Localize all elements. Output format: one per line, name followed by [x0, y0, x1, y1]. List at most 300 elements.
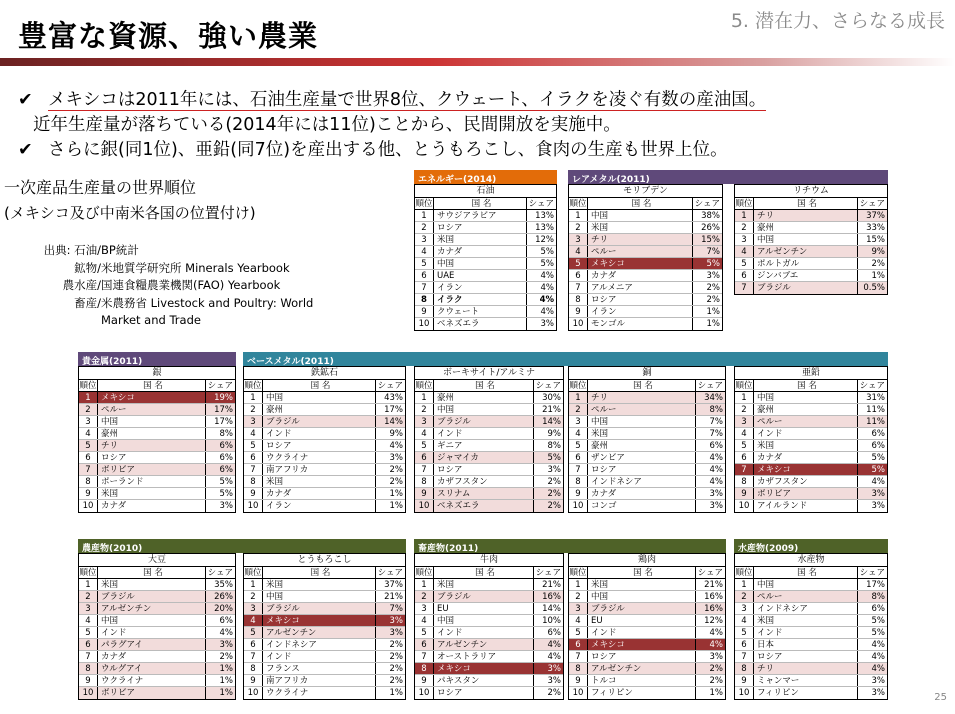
source-item — [14, 242, 313, 260]
share-cell: 16% — [533, 591, 563, 602]
table-row — [415, 428, 563, 440]
country-cell: カナダ — [591, 489, 617, 499]
rank-cell: 4 — [244, 428, 263, 439]
rank-cell: 10 — [79, 500, 98, 512]
share-cell: 8% — [857, 591, 887, 602]
table-row — [569, 675, 725, 687]
rank-cell: 8 — [244, 663, 263, 674]
share-cell: 6% — [205, 440, 235, 451]
table-row — [79, 651, 235, 663]
rank-cell: 3 — [79, 603, 98, 614]
rank-cell: 5 — [415, 258, 434, 269]
table-row — [79, 615, 235, 627]
share-cell: 6% — [533, 627, 563, 638]
share-cell: 5% — [857, 627, 887, 638]
country-cell: モンゴル — [591, 319, 626, 329]
country-cell: 米国 — [101, 580, 119, 590]
rank-cell: 1 — [569, 210, 588, 221]
share-cell: 1% — [692, 318, 722, 330]
share-cell: 4% — [857, 476, 887, 487]
rank-cell: 1 — [244, 392, 263, 403]
share-cell: 1% — [857, 270, 887, 281]
rank-cell: 2 — [735, 404, 754, 415]
table-row — [735, 452, 887, 464]
share-cell: 11% — [857, 416, 887, 427]
header-country: 国 名 — [310, 568, 331, 578]
country-cell: ロシア — [591, 652, 617, 662]
group-label: エネルギー(2014) — [414, 170, 557, 184]
table-row — [244, 428, 405, 440]
table-row — [569, 464, 725, 476]
rank-cell: 2 — [415, 404, 434, 415]
share-cell: 1% — [205, 675, 235, 686]
country-cell: 豪州 — [757, 405, 775, 415]
table-header — [735, 567, 887, 579]
country-cell: サウジアラビア — [437, 211, 497, 221]
ranking-table — [414, 184, 557, 331]
group-label: 畜産物(2011) — [414, 539, 726, 553]
ranking-table — [568, 184, 723, 331]
header-share: シェア — [695, 380, 725, 391]
share-cell: 4% — [526, 282, 556, 293]
rank-cell: 10 — [79, 687, 98, 699]
check-icon: ✔ — [18, 140, 33, 160]
country-cell: イラン — [437, 283, 463, 293]
table-row — [415, 464, 563, 476]
rank-cell: 1 — [569, 392, 588, 403]
header-rank: 順位 — [244, 568, 262, 578]
table-row — [569, 603, 725, 615]
share-cell: 1% — [375, 500, 405, 512]
rank-cell: 3 — [735, 234, 754, 245]
header-country: 国 名 — [797, 199, 817, 209]
table-row — [569, 270, 722, 282]
table-row — [415, 675, 563, 687]
header-rank: 順位 — [415, 381, 433, 391]
country-cell: ペルー — [101, 405, 127, 415]
share-cell: 2% — [205, 651, 235, 662]
country-cell: ロシア — [757, 652, 783, 662]
share-cell: 6% — [857, 428, 887, 439]
country-cell: フィリピン — [591, 688, 633, 698]
share-cell: 12% — [695, 615, 725, 626]
source-value: 国連食糧農業機関(FAO) Yearbook — [101, 278, 281, 292]
country-cell: ペルー — [591, 247, 617, 257]
table-row — [79, 687, 235, 699]
rank-cell: 2 — [569, 591, 588, 602]
header-share: シェア — [533, 567, 563, 578]
country-cell: インド — [266, 652, 292, 662]
ranking-table — [243, 366, 406, 513]
country-cell: ジンバブエ — [757, 271, 799, 281]
header-country: 国 名 — [143, 568, 163, 578]
rank-cell: 6 — [415, 639, 434, 650]
rank-cell: 8 — [569, 476, 588, 487]
share-cell: 8% — [205, 428, 235, 439]
rank-cell: 6 — [735, 639, 754, 650]
table-row — [415, 404, 563, 416]
header-rank: 順位 — [735, 199, 753, 209]
table-row — [244, 639, 405, 651]
table-row — [415, 452, 563, 464]
table-row — [244, 488, 405, 500]
share-cell: 8% — [533, 440, 563, 451]
share-cell: 38% — [692, 210, 722, 221]
header-country: 国 名 — [797, 381, 817, 391]
rank-cell: 9 — [244, 488, 263, 499]
table-row — [415, 579, 563, 591]
country-cell: インドネシア — [757, 604, 808, 614]
share-cell: 5% — [857, 615, 887, 626]
share-cell: 13% — [526, 222, 556, 233]
country-cell: クウェート — [437, 307, 480, 317]
country-cell: ブラジル — [437, 592, 471, 602]
share-cell: 3% — [857, 500, 887, 512]
table-row — [244, 452, 405, 464]
share-cell: 5% — [526, 258, 556, 269]
group-label: ベースメタル(2011) — [243, 352, 888, 366]
table-row — [415, 306, 556, 318]
ranking-table — [734, 184, 888, 295]
header-country: 国 名 — [310, 381, 331, 391]
rank-cell: 8 — [569, 663, 588, 674]
table-row — [735, 675, 887, 687]
table-row — [735, 270, 887, 282]
source-item — [14, 277, 313, 295]
country-cell: 米国 — [266, 580, 284, 590]
rank-cell: 2 — [569, 404, 588, 415]
rank-cell: 1 — [415, 392, 434, 403]
share-cell: 5% — [533, 452, 563, 463]
rank-cell: 10 — [569, 318, 588, 330]
table-row — [569, 591, 725, 603]
rank-cell: 9 — [79, 675, 98, 686]
table-header — [244, 567, 405, 579]
table-row — [244, 675, 405, 687]
ranking-table — [568, 553, 726, 700]
rank-cell: 9 — [415, 488, 434, 499]
share-cell: 4% — [526, 270, 556, 281]
rank-cell: 4 — [79, 428, 98, 439]
table-row — [415, 476, 563, 488]
rank-cell: 3 — [79, 416, 98, 427]
rank-cell: 7 — [735, 282, 754, 294]
group-label: 水産物(2009) — [734, 539, 888, 553]
country-cell: ブラジル — [101, 592, 135, 602]
country-cell: ウルグアイ — [101, 664, 143, 674]
rank-cell: 8 — [415, 663, 434, 674]
header-country: 国 名 — [631, 199, 652, 209]
country-cell: スリナム — [437, 489, 471, 499]
rank-cell: 5 — [735, 627, 754, 638]
share-cell: 3% — [375, 627, 405, 638]
share-cell: 6% — [857, 603, 887, 614]
rank-cell: 8 — [415, 294, 434, 305]
header-rank: 順位 — [244, 381, 262, 391]
country-cell: インドネシア — [266, 640, 317, 650]
table-title: 銅 — [569, 367, 725, 380]
rank-cell: 4 — [79, 615, 98, 626]
country-cell: 中国 — [591, 211, 609, 221]
country-cell: 南アフリカ — [266, 465, 309, 475]
share-cell: 3% — [375, 615, 405, 626]
rank-cell: 1 — [735, 210, 754, 221]
table-row — [735, 392, 887, 404]
share-cell: 2% — [375, 651, 405, 662]
header-share: シェア — [857, 380, 887, 391]
table-title: ボーキサイト/アルミナ — [415, 367, 563, 380]
group-label: レアメタル(2011) — [568, 170, 888, 184]
country-cell: 日本 — [757, 640, 775, 650]
country-cell: 豪州 — [266, 405, 284, 415]
country-cell: ボリビア — [101, 688, 136, 698]
country-cell: 米国 — [266, 477, 284, 487]
table-header — [569, 380, 725, 392]
rank-cell: 4 — [569, 246, 588, 257]
table-row — [244, 392, 405, 404]
rank-cell: 4 — [415, 246, 434, 257]
title-rule — [0, 58, 955, 66]
share-cell: 21% — [695, 579, 725, 590]
country-cell: 中国 — [591, 592, 609, 602]
share-cell: 2% — [375, 675, 405, 686]
header-rank: 順位 — [79, 568, 97, 578]
country-cell: ザンビア — [591, 453, 625, 463]
rank-cell: 10 — [415, 318, 434, 330]
rank-cell: 10 — [244, 500, 263, 512]
table-row — [79, 579, 235, 591]
share-cell: 4% — [857, 651, 887, 662]
ranking-table — [734, 553, 888, 700]
header-country: 国 名 — [143, 381, 163, 391]
share-cell: 3% — [375, 452, 405, 463]
bullet-1 — [18, 86, 766, 111]
table-row — [569, 651, 725, 663]
share-cell: 1% — [695, 687, 725, 699]
share-cell: 37% — [375, 579, 405, 590]
table-row — [735, 579, 887, 591]
table-row — [79, 404, 235, 416]
share-cell: 19% — [205, 392, 235, 403]
table-row — [735, 651, 887, 663]
rank-cell: 5 — [415, 440, 434, 451]
rank-cell: 7 — [735, 464, 754, 475]
share-cell: 14% — [375, 416, 405, 427]
share-cell: 3% — [857, 687, 887, 699]
table-row — [244, 440, 405, 452]
country-cell: パラグアイ — [101, 640, 143, 650]
table-row — [415, 663, 563, 675]
table-row — [735, 500, 887, 512]
rank-cell: 9 — [569, 675, 588, 686]
country-cell: アルゼンチン — [591, 664, 642, 674]
rank-cell: 8 — [79, 476, 98, 487]
country-cell: メキシコ — [437, 664, 471, 674]
share-cell: 6% — [205, 452, 235, 463]
share-cell: 31% — [857, 392, 887, 403]
header-rank: 順位 — [735, 568, 753, 578]
table-row — [415, 500, 563, 512]
rank-cell: 7 — [415, 282, 434, 293]
table-row — [735, 416, 887, 428]
table-row — [569, 306, 722, 318]
table-row — [415, 651, 563, 663]
share-cell: 4% — [695, 464, 725, 475]
share-cell: 35% — [205, 579, 235, 590]
rank-cell: 2 — [415, 222, 434, 233]
source-item — [14, 260, 313, 278]
ranking-subtitle: (メキシコ及び中南米各国の位置付け) — [4, 204, 256, 222]
page-title: 豊富な資源、強い農業 — [18, 19, 319, 53]
table-header — [415, 567, 563, 579]
table-row — [735, 464, 887, 476]
ranking-table — [414, 366, 564, 513]
rank-cell: 1 — [415, 210, 434, 221]
rank-cell: 6 — [244, 452, 263, 463]
share-cell: 4% — [533, 651, 563, 662]
table-row — [569, 428, 725, 440]
country-cell: イラン — [266, 501, 292, 511]
table-row — [244, 476, 405, 488]
country-cell: カナダ — [591, 271, 617, 281]
rank-cell: 3 — [415, 234, 434, 245]
country-cell: ポルトガル — [757, 259, 800, 269]
country-cell: 米国 — [101, 489, 119, 499]
table-row — [415, 246, 556, 258]
table-row — [79, 663, 235, 675]
table-row — [415, 318, 556, 330]
country-cell: アルゼンチン — [437, 640, 488, 650]
source-value: 米地質学研究所 Minerals Yearbook — [101, 260, 290, 275]
share-cell: 17% — [205, 404, 235, 415]
table-row — [569, 476, 725, 488]
rank-cell: 2 — [735, 591, 754, 602]
share-cell: 5% — [857, 464, 887, 475]
table-title: 水産物 — [735, 554, 887, 567]
bullet-1-text: メキシコは2011年には、石油生産量で世界8位、クウェート、イラクを凌ぐ有数の産油国。 — [48, 90, 767, 110]
table-title: 石油 — [415, 185, 556, 198]
ranking-table — [568, 366, 726, 513]
country-cell: インドネシア — [591, 477, 642, 487]
rank-cell: 3 — [244, 416, 263, 427]
table-row — [415, 258, 556, 270]
country-cell: UAE — [437, 271, 455, 281]
rank-cell: 6 — [79, 639, 98, 650]
table-row — [569, 246, 722, 258]
country-cell: 中国 — [266, 393, 284, 403]
country-cell: トルコ — [591, 676, 617, 686]
country-cell: インド — [757, 628, 783, 638]
country-cell: カナダ — [437, 247, 463, 257]
table-row — [569, 210, 722, 222]
rank-cell: 2 — [735, 222, 754, 233]
share-cell: 4% — [526, 306, 556, 317]
header-share: シェア — [205, 380, 235, 391]
source-key: 畜産/ — [74, 295, 101, 310]
table-row — [735, 663, 887, 675]
rank-cell: 6 — [79, 452, 98, 463]
ranking-title: 一次産品生産量の世界順位 — [4, 178, 197, 197]
country-cell: カナダ — [757, 453, 783, 463]
table-row — [569, 222, 722, 234]
share-cell: 4% — [695, 639, 725, 650]
country-cell: 豪州 — [437, 393, 455, 403]
rank-cell: 3 — [415, 416, 434, 427]
rank-cell: 8 — [569, 294, 588, 305]
table-row — [735, 591, 887, 603]
country-cell: ブラジル — [757, 283, 791, 293]
share-cell: 6% — [695, 440, 725, 451]
rank-cell: 6 — [415, 452, 434, 463]
table-row — [569, 687, 725, 699]
rank-cell: 7 — [79, 651, 98, 662]
rank-cell: 4 — [244, 615, 263, 626]
rank-cell: 9 — [415, 675, 434, 686]
header-share: シェア — [695, 567, 725, 578]
share-cell: 16% — [695, 603, 725, 614]
table-row — [415, 270, 556, 282]
country-cell: 中国 — [437, 259, 455, 269]
share-cell: 3% — [533, 675, 563, 686]
rank-cell: 7 — [569, 282, 588, 293]
rank-cell: 5 — [569, 627, 588, 638]
bullet-2-text: さらに銀(同1位)、亜鉛(同7位)を産出する他、とうもろこし、食肉の生産も世界上位。 — [48, 140, 728, 160]
source-item — [14, 312, 313, 330]
country-cell: ブラジル — [437, 417, 471, 427]
rank-cell: 7 — [569, 651, 588, 662]
country-cell: ペルー — [757, 592, 783, 602]
header-rank: 順位 — [569, 381, 587, 391]
country-cell: ウクライナ — [266, 453, 309, 463]
ranking-table — [414, 553, 564, 700]
table-row — [569, 639, 725, 651]
rank-cell: 5 — [735, 440, 754, 451]
share-cell: 3% — [857, 675, 887, 686]
share-cell: 3% — [692, 270, 722, 281]
ranking-table — [78, 553, 236, 700]
share-cell: 2% — [695, 663, 725, 674]
table-row — [244, 591, 405, 603]
rank-cell: 3 — [569, 234, 588, 245]
country-cell: コンゴ — [591, 501, 617, 511]
country-cell: 中国 — [101, 417, 119, 427]
header-share: シェア — [526, 198, 556, 209]
rank-cell: 2 — [569, 222, 588, 233]
table-row — [79, 464, 235, 476]
country-cell: アルメニア — [591, 283, 633, 293]
country-cell: 米国 — [757, 616, 775, 626]
header-share: シェア — [205, 567, 235, 578]
table-row — [569, 258, 722, 270]
share-cell: 17% — [857, 579, 887, 590]
country-cell: ペルー — [591, 405, 617, 415]
share-cell: 4% — [526, 294, 556, 305]
table-row — [569, 440, 725, 452]
table-row — [79, 416, 235, 428]
table-row — [569, 627, 725, 639]
rank-cell: 2 — [79, 404, 98, 415]
table-row — [79, 452, 235, 464]
country-cell: ウクライナ — [266, 688, 309, 698]
rank-cell: 2 — [79, 591, 98, 602]
rank-cell: 3 — [569, 416, 588, 427]
group-label: 農産物(2010) — [78, 539, 406, 553]
share-cell: 12% — [526, 234, 556, 245]
table-row — [79, 603, 235, 615]
country-cell: ペルー — [757, 417, 783, 427]
share-cell: 26% — [205, 591, 235, 602]
country-cell: 中国 — [437, 616, 455, 626]
